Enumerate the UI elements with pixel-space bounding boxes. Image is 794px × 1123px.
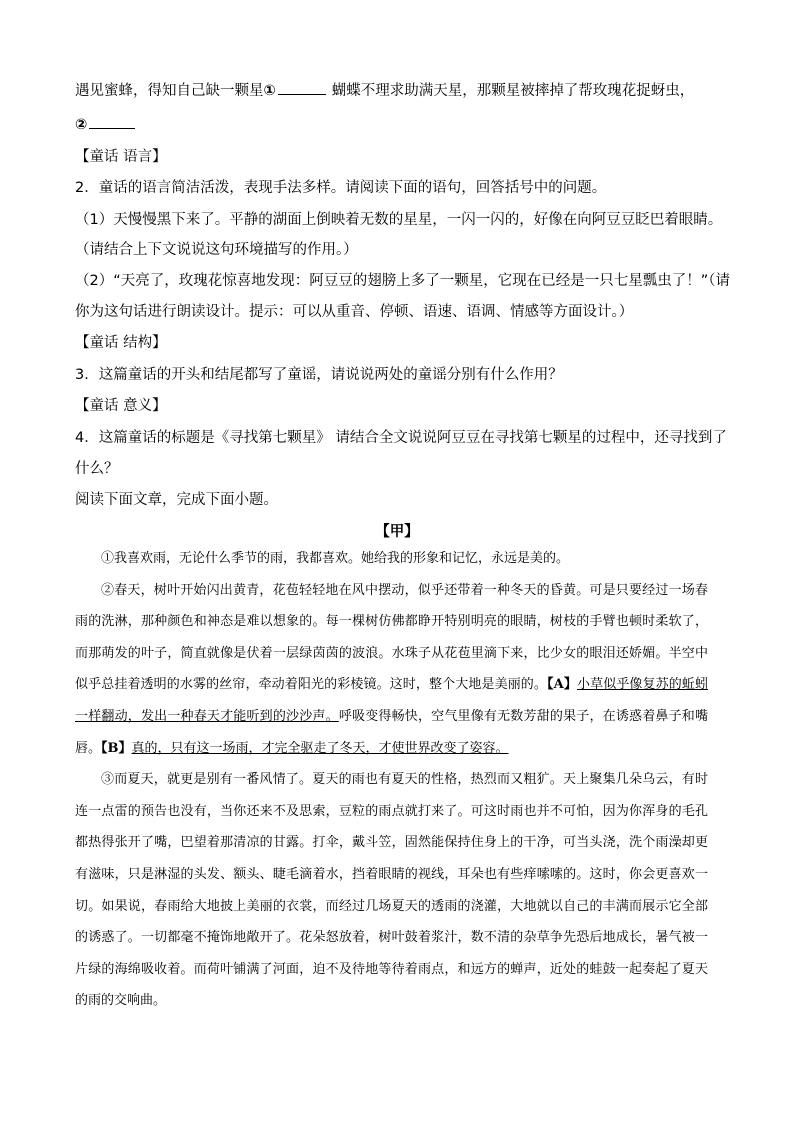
- section-heading-meaning: 【童话 意义】: [75, 398, 167, 414]
- underlined-sentence-a: 小草似乎像复苏的蚯蚓一样翻动，发出一种春天才能听到的沙沙声。: [75, 677, 708, 724]
- question-3: 3．这篇童话的开头和结尾都写了童谣，请说说两处的童谣分别有什么作用？: [75, 367, 563, 383]
- paragraph-text: 呼吸变得畅快，空气里像有无数芳甜的果子，在诱惑着鼻子和嘴唇。: [75, 708, 708, 756]
- paragraph-text: ②春天，树叶开始闪出黄青，花苞轻轻地在风中摆动，似乎还带着一种冬天的昏黄。可是只要经过一场春雨的洗淋，那种颜色和神态是难以想象的。每一棵树仿佛都睁开特别明亮的眼睛，树枝的手臂也顿时柔软了，而那萌发的叶子，简直就像是伏着一层绿茵茵的波浪。水珠子从花苞里滴下来，比少女的眼泪还娇媚。半空中似乎总挂着透明的水雾的丝帘，牵动着阳光的彩棱镜。这时，整个大地是美丽的。: [75, 582, 708, 693]
- passage-body: [75, 543, 708, 1017]
- question-4-line1: 4．这篇童话的标题是《寻找第七颗星》 请结合全文说说阿豆豆在寻找第七颗星的过程中，还寻找到了: [75, 430, 727, 446]
- section-heading-structure: 【童话 结构】: [75, 335, 167, 351]
- question-4-line2: 什么？: [75, 461, 119, 477]
- blank-line-2[interactable]: [89, 114, 135, 129]
- blank-marker-2: ②: [75, 117, 88, 133]
- question-2-sentence-1-prompt: （请结合上下文说说这句环境描写的作用。）: [75, 242, 358, 258]
- underlined-sentence-b: 真的，只有这一场雨，才完全驱走了冬天，才使世界改变了姿容。: [131, 740, 509, 756]
- question-previous-line1: [75, 80, 694, 101]
- question-2-sentence-2: （2）“天亮了，玫瑰花惊喜地发现：阿豆豆的翅膀上多了一颗星，它现在已经是一只七星瓢虫了！”（请: [75, 273, 730, 289]
- question-2-sentence-1: （1）天慢慢黑下来了。平静的湖面上倒映着无数的星星，一闪一闪的，好像在向阿豆豆眨巴着眼睛。: [75, 212, 723, 228]
- marker-a: 【A】: [547, 677, 577, 693]
- question-text: 遇见蜜蜂，得知自己缺一颗星: [75, 83, 264, 99]
- section-heading-language: 【童话 语言】: [75, 149, 167, 165]
- blank-marker-1: ①: [263, 83, 276, 99]
- passage-title: 【甲】: [375, 523, 419, 540]
- reading-instruction: 阅读下面文章，完成下面小题。: [75, 492, 278, 508]
- passage-paragraph-1: ①我喜欢雨，无论什么季节的雨，我都喜欢。她给我的形象和记忆，永远是美的。: [101, 551, 570, 566]
- blank-line-1[interactable]: [278, 80, 326, 95]
- passage-paragraph-2: [75, 575, 708, 765]
- question-text: 蝴蝶不理求助满天星，那颗星被摔掉了帮玫瑰花捉蚜虫，: [331, 83, 695, 99]
- passage-paragraph-3: ③而夏天，就更是别有一番风情了。夏天的雨也有夏天的性格，热烈而又粗犷。天上聚集几朵乌云，有时连一点雷的预告也没有，当你还来不及思索，豆粒的雨点就打来了。可这时雨也并不可怕，因为你浑身的毛孔都热得张开了嘴，巴望着那清凉的甘露。打伞，戴斗笠，固然能保持住身上的干净，可当头浇，洗个雨澡却更有滋味，只是淋湿的头发、额头、睫毛滴着水，挡着眼睛的视线，耳朵也有些痒嗦嗦的。这时，你会更喜欢一切。如果说，春雨给大地披上美丽的衣裳，而经过几场夏天的透雨的浇灌，大地就以自己的丰满而展示它全部的诱惑了。一切都毫不掩饰地敞开了。花朵怒放着，树叶鼓着浆汁，数不清的杂草争先恐后地成长，暑气被一片绿的海绵吸收着。而荷叶铺满了河面，迫不及待地等待着雨点，和远方的蝉声，近处的蛙鼓一起奏起了夏天的雨的交响曲。: [75, 772, 708, 1009]
- marker-b: 【B】: [101, 740, 132, 756]
- question-2-stem: 2．童话的语言简洁活泼，表现手法多样。请阅读下面的语句，回答括号中的问题。: [75, 180, 607, 196]
- question-previous-line2: [75, 114, 135, 135]
- question-2-sentence-2-prompt: 你为这句话进行朗读设计。提示：可以从重音、停顿、语速、语调、情感等方面设计。）: [75, 304, 634, 320]
